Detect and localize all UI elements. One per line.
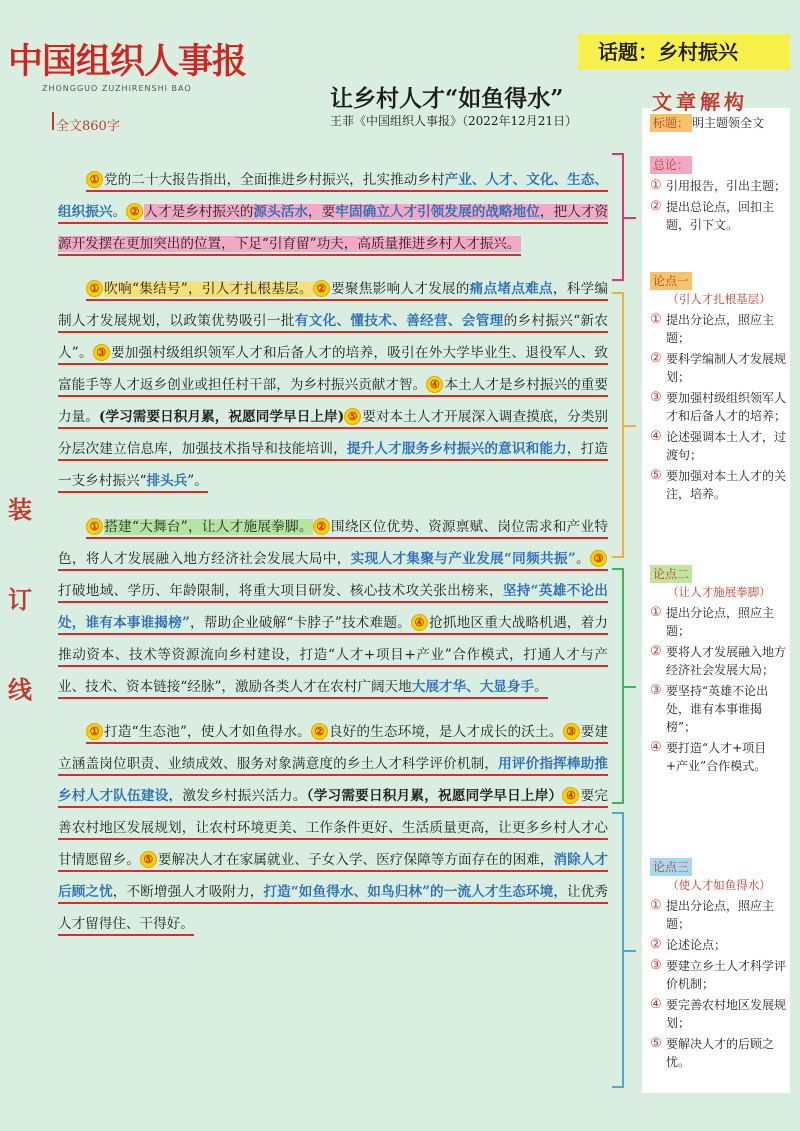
keyword: 源头活水 <box>253 203 308 220</box>
word-count: 全文860字 <box>56 115 120 134</box>
highlight: 人才是乡村振兴的 <box>144 203 254 220</box>
text: 要解决人才在家属就业、子女入学、医疗保障等方面存在的困难， <box>157 852 554 869</box>
article-byline: 王菲《中国组织人事报》（2022年12月21日） <box>330 114 578 128</box>
title-desc: 明主题领全文 <box>692 116 765 130</box>
point-3-subtitle: （使人才如鱼得水） <box>667 878 771 892</box>
text: 要聚焦影响人才发展的 <box>330 281 470 298</box>
item-number: ④ <box>650 429 662 444</box>
highlight: ，把人才资源开发摆在更加突出的位置，下足“引育留”功夫，高质量推进乡村人才振兴。 <box>58 203 609 252</box>
item-text: 提出分论点，照应主题； <box>666 313 775 345</box>
point-3-tag: 论点三 <box>650 858 692 876</box>
item-text: 要完善农村地区发展规划； <box>666 998 787 1030</box>
text: 要加强村级组织领军人才和后备人才的培养，吸引在外大学毕业生、退役军人、致富能手等人才返乡创业或担任村干部，为乡村振兴贡献才智。 <box>58 345 609 394</box>
list-item <box>650 177 788 195</box>
keyword: 提升人才服务乡村振兴的意识和能力 <box>346 441 567 458</box>
number-marker: ② <box>126 203 143 220</box>
item-number: ① <box>650 898 662 913</box>
number-marker: ② <box>311 723 328 740</box>
item-number: ① <box>650 178 662 193</box>
text: ，科学编制人才发展规划，以政策优势吸引一批 <box>58 281 609 330</box>
topic-banner: 话题：乡村振兴 <box>578 34 790 70</box>
item-text: 提出分论点，照应主题； <box>666 606 775 638</box>
text: ，让优秀人才留得住、干得好。 <box>58 884 609 933</box>
list-item <box>650 957 788 993</box>
item-number: ② <box>650 937 662 952</box>
masthead-title: 中国组织人事报 <box>8 42 247 82</box>
number-marker: ③ <box>563 723 580 740</box>
sidebar-intro-section <box>650 156 788 237</box>
item-number: ① <box>650 605 662 620</box>
list-item <box>650 1035 788 1071</box>
keyword: 产业、人才、文化、生态、组织振兴 <box>58 171 609 220</box>
item-number: ① <box>650 312 662 327</box>
item-number: ⑤ <box>650 1036 662 1051</box>
text: 。 <box>112 203 127 220</box>
text: 围绕区位优势、资源禀赋、岗位需求和产业特色，将人才发展融入地方经济社会发展大局中， <box>58 518 608 567</box>
text: ，打造一支乡村振兴“ <box>58 441 609 490</box>
number-marker: ⑤ <box>140 851 157 868</box>
item-number: ② <box>650 351 662 366</box>
list-item <box>650 682 788 736</box>
title-tag: 标题： <box>650 114 692 132</box>
text: ，不断增强人才吸附力， <box>112 884 264 901</box>
item-text: 论述强调本土人才，过渡句； <box>666 430 787 462</box>
keyword: 牢固确立人才引领发展的战略地位 <box>335 203 540 220</box>
list-item <box>650 350 788 386</box>
number-marker: ② <box>313 518 330 535</box>
paragraph-point-2 <box>58 511 608 703</box>
number-marker: ① <box>86 723 103 740</box>
number-marker: ① <box>86 280 103 297</box>
text: 的乡村振兴“新农人”。 <box>58 313 609 362</box>
text: ”。 <box>187 473 208 490</box>
sidebar-point-2-section <box>650 565 788 778</box>
item-text: 要建立乡土人才科学评价机制； <box>666 959 787 991</box>
item-number: ⑤ <box>650 468 662 483</box>
item-number: ③ <box>650 683 662 698</box>
number-marker: ① <box>86 518 103 535</box>
list-item <box>650 996 788 1032</box>
keyword: 坚持“英雄不论出处，谁有本事谁揭榜” <box>58 582 608 631</box>
binding-char: 装 <box>8 495 32 524</box>
number-marker: ⑤ <box>344 408 361 425</box>
number-marker: ① <box>86 171 103 188</box>
highlight: ，要 <box>308 203 336 220</box>
intro-tag: 总论： <box>650 156 692 174</box>
text: 。 <box>534 678 548 695</box>
sidebar-point-1-section <box>650 272 788 506</box>
item-text: 提出分论点，照应主题； <box>666 899 775 931</box>
text: 要完善农村地区发展规划，让农村环境更美、工作条件更好、生活质量更高，让更多乡村人才心甘情愿留乡。 <box>58 788 609 869</box>
keyword: 大展才华、大显身手 <box>411 678 535 695</box>
list-item <box>650 389 788 425</box>
masthead-pinyin: ZHONGGUO ZUZHIRENSHI BAO <box>42 84 192 93</box>
text: 党的二十大报告指出，全面推进乡村振兴，扎实推动乡村 <box>104 171 445 188</box>
list-item <box>650 936 788 954</box>
item-text: 提出总论点，回扣主题，引下文。 <box>666 200 775 232</box>
sidebar-title-section <box>650 114 788 132</box>
number-marker: ③ <box>93 344 110 361</box>
text: ，帮助企业破解“卡脖子”技术难题。 <box>189 614 411 631</box>
text: 抢抓地区重大战略机遇，着力推动资本、技术等资源流向乡村建设，打造“人才+项目+产业”合作模式，打通人才与产业、技术、资本链接“经脉”，激励各类人才在农村广阔天地 <box>58 614 608 695</box>
keyword: 痛点堵点难点 <box>469 281 553 298</box>
item-number: ④ <box>650 997 662 1012</box>
keyword: 打造“如鱼得水、如鸟归林”的一流人才生态环境 <box>263 884 554 901</box>
point-1-subtitle: （引人才扎根基层） <box>667 292 771 306</box>
article-title: 让乡村人才“如鱼得水” <box>330 85 564 112</box>
binding-char: 订 <box>8 585 32 614</box>
paragraph-intro <box>58 164 608 260</box>
point-1-tag: 论点一 <box>650 272 692 290</box>
binding-line-label <box>8 490 32 760</box>
list-item <box>650 198 788 234</box>
item-text: 要加强村级组织领军人才和后备人才的培养； <box>666 391 787 423</box>
structure-heading: 文章解构 <box>652 90 748 114</box>
item-number: ③ <box>650 958 662 973</box>
number-marker: ④ <box>426 376 443 393</box>
item-number: ② <box>650 199 662 214</box>
subtopic-highlight: 吹响“集结号”，引人才扎根基层。 <box>104 281 313 298</box>
list-item <box>650 467 788 503</box>
point-2-subtitle: （让人才施展拳脚） <box>667 585 771 599</box>
item-text: 要解决人才的后顾之忧。 <box>666 1037 775 1069</box>
keyword: 用评价指挥棒助推乡村人才队伍建设 <box>58 756 609 805</box>
sidebar-point-3-section <box>650 858 788 1074</box>
item-number: ② <box>650 644 662 659</box>
text: ，激发乡村振兴活力。 <box>168 788 307 805</box>
text: 。 <box>575 550 591 567</box>
paragraph-point-1 <box>58 273 608 497</box>
list-item <box>650 311 788 347</box>
bracket-intro <box>612 153 624 281</box>
item-text: 要科学编制人才发展规划； <box>666 352 787 384</box>
number-marker: ② <box>313 280 330 297</box>
keyword: 有文化、懂技术、善经营、会管理 <box>294 313 504 330</box>
bracket-point-1 <box>612 292 624 558</box>
note: (学习需要日积月累，祝愿同学早日上岸) <box>98 409 345 426</box>
text: 打破地域、学历、年龄限制，将重大项目研发、核心技术攻关张出榜来， <box>58 582 503 599</box>
list-item <box>650 604 788 640</box>
item-number: ④ <box>650 740 662 755</box>
keyword: 消除人才后顾之忧 <box>58 852 609 901</box>
note: （学习需要日积月累，祝愿同学早日上岸） <box>306 788 563 805</box>
text: 本土人才是乡村振兴的重要力量。 <box>58 377 609 426</box>
item-text: 要打造“人才+项目+产业”合作模式。 <box>666 741 767 773</box>
paragraph-point-3 <box>58 716 608 940</box>
number-marker: ③ <box>590 550 607 567</box>
item-text: 要加强对本土人才的关注，培养。 <box>666 469 787 501</box>
keyword: 排头兵 <box>146 473 188 490</box>
text: 要对本土人才开展深入调查摸底，分类别分层次建立信息库，加强技术指导和技能培训， <box>58 409 608 458</box>
text: 良好的生态环境，是人才成长的沃土。 <box>328 724 563 741</box>
item-text: 论述论点； <box>666 938 727 952</box>
binding-char: 线 <box>8 675 32 704</box>
list-item <box>650 739 788 775</box>
subtopic-highlight: 搭建“大舞台”，让人才施展拳脚。 <box>104 518 313 535</box>
text: 要建立涵盖岗位职责、业绩成效、服务对象满意度的乡土人才科学评价机制， <box>58 724 609 773</box>
number-marker: ④ <box>562 787 579 804</box>
list-item <box>650 428 788 464</box>
article-body <box>58 150 608 946</box>
keyword: 实现人才集聚与产业发展“同频共振” <box>350 550 576 567</box>
item-number: ③ <box>650 390 662 405</box>
subtopic: 打造“生态池”，使人才如鱼得水。 <box>104 724 311 741</box>
item-text: 引用报告，引出主题； <box>666 179 787 193</box>
list-item <box>650 897 788 933</box>
number-marker: ④ <box>411 614 428 631</box>
bracket-point-2 <box>612 568 624 804</box>
bracket-point-3 <box>612 812 624 1088</box>
item-text: 要坚持“英雄不论出处，谁有本事谁揭榜”； <box>666 684 769 734</box>
point-2-tag: 论点二 <box>650 565 692 583</box>
item-text: 要将人才发展融入地方经济社会发展大局； <box>666 645 787 677</box>
list-item <box>650 643 788 679</box>
masthead <box>8 42 247 93</box>
